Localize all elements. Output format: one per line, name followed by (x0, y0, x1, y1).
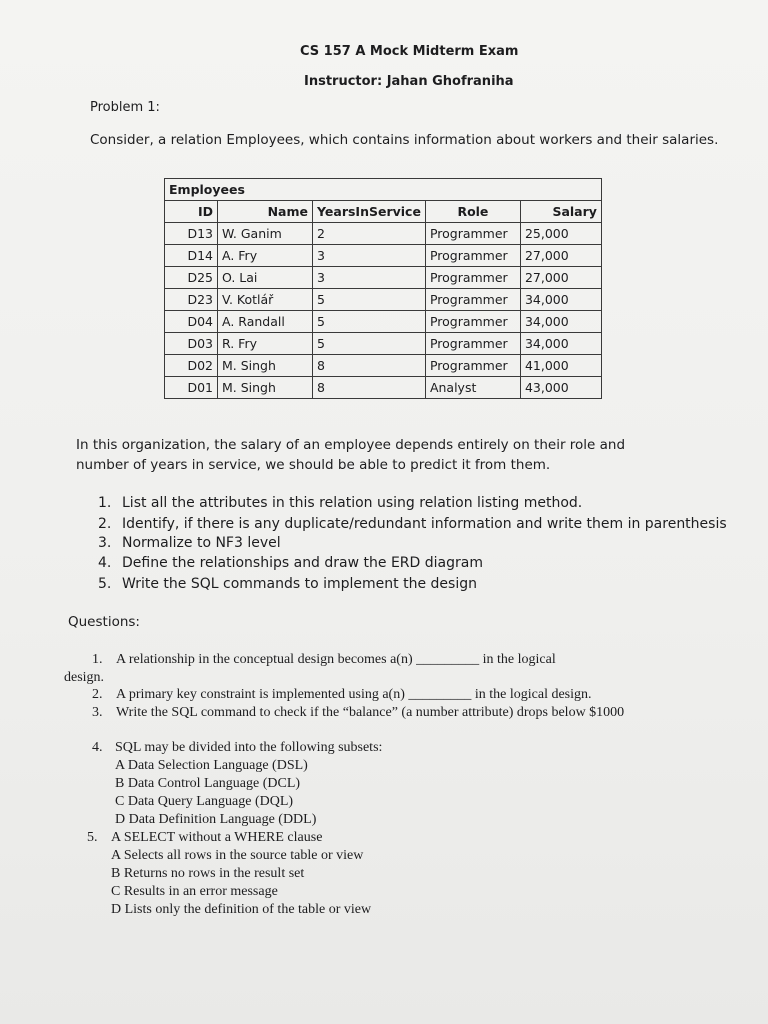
answer-option: D Data Definition Language (DDL) (115, 812, 317, 827)
questions-label: Questions: (68, 614, 140, 630)
cell-name: R. Fry (218, 333, 313, 355)
cell-id: D01 (165, 377, 218, 399)
cell-years: 2 (313, 223, 426, 245)
task-text: Define the relationships and draw the ERD diagram (122, 555, 483, 571)
task-number: 2. (98, 516, 112, 532)
table-row (165, 223, 602, 245)
task-text: Identify, if there is any duplicate/redundant information and write them in parenthesis (122, 516, 727, 532)
task-text: Normalize to NF3 level (122, 535, 281, 551)
table-row (165, 267, 602, 289)
explanation-line-2: number of years in service, we should be able to predict it from them. (76, 457, 551, 473)
question-3-text: Write the SQL command to check if the “balance” (a number attribute) drops below $1000 (116, 705, 625, 720)
cell-years: 5 (313, 333, 426, 355)
column-header-id: ID (165, 201, 218, 223)
cell-salary: 27,000 (520, 245, 601, 267)
task-number: 3. (98, 535, 112, 551)
table-caption: Employees (165, 179, 602, 201)
cell-id: D02 (165, 355, 218, 377)
cell-salary: 27,000 (520, 267, 601, 289)
table-header-row (165, 201, 602, 223)
cell-role: Programmer (425, 355, 520, 377)
column-header-name: Name (218, 201, 313, 223)
cell-years: 3 (313, 245, 426, 267)
cell-years: 8 (313, 377, 426, 399)
question-5-text: A SELECT without a WHERE clause (111, 830, 323, 845)
table-row (165, 311, 602, 333)
task-text: Write the SQL commands to implement the design (122, 576, 477, 592)
cell-role: Programmer (425, 245, 520, 267)
cell-name: A. Fry (218, 245, 313, 267)
cell-salary: 43,000 (520, 377, 601, 399)
question-2-number: 2. (92, 687, 103, 702)
question-4-number: 4. (92, 740, 103, 755)
column-header-role: Role (425, 201, 520, 223)
cell-id: D04 (165, 311, 218, 333)
answer-option: B Data Control Language (DCL) (115, 776, 301, 791)
question-3-number: 3. (92, 705, 103, 720)
table-row (165, 333, 602, 355)
answer-option: B Returns no rows in the result set (111, 866, 305, 881)
question-5-number: 5. (87, 830, 98, 845)
task-number: 4. (98, 555, 112, 571)
cell-salary: 25,000 (520, 223, 601, 245)
table-row (165, 289, 602, 311)
problem-intro: Consider, a relation Employees, which contains information about workers and their salaries. (90, 132, 719, 148)
cell-name: M. Singh (218, 355, 313, 377)
question-1-continued: design. (64, 670, 105, 685)
explanation-line-1: In this organization, the salary of an employee depends entirely on their role and (76, 437, 626, 453)
cell-name: A. Randall (218, 311, 313, 333)
task-text: List all the attributes in this relation using relation listing method. (122, 495, 583, 511)
problem-label: Problem 1: (90, 100, 160, 115)
cell-salary: 41,000 (520, 355, 601, 377)
cell-role: Programmer (425, 333, 520, 355)
employees-table (164, 178, 602, 399)
cell-years: 3 (313, 267, 426, 289)
table-row (165, 355, 602, 377)
answer-option: D Lists only the definition of the table or view (111, 902, 372, 917)
table-row (165, 245, 602, 267)
cell-role: Analyst (425, 377, 520, 399)
cell-id: D23 (165, 289, 218, 311)
question-1-text: A relationship in the conceptual design becomes a(n) _________ in the logical (116, 652, 556, 667)
table-body (165, 223, 602, 399)
cell-name: V. Kotlář (218, 289, 313, 311)
answer-option: A Data Selection Language (DSL) (115, 758, 308, 773)
instructor-line: Instructor: Jahan Ghofraniha (304, 74, 514, 89)
cell-name: M. Singh (218, 377, 313, 399)
answer-option: C Data Query Language (DQL) (115, 794, 294, 809)
cell-salary: 34,000 (520, 311, 601, 333)
question-4-text: SQL may be divided into the following subsets: (115, 740, 383, 755)
column-header-years: YearsInService (313, 201, 426, 223)
cell-salary: 34,000 (520, 289, 601, 311)
question-1-number: 1. (92, 652, 103, 667)
cell-id: D25 (165, 267, 218, 289)
cell-role: Programmer (425, 267, 520, 289)
cell-id: D13 (165, 223, 218, 245)
cell-years: 8 (313, 355, 426, 377)
task-number: 5. (98, 576, 112, 592)
cell-years: 5 (313, 289, 426, 311)
cell-id: D03 (165, 333, 218, 355)
answer-option: C Results in an error message (111, 884, 278, 899)
cell-name: O. Lai (218, 267, 313, 289)
table-caption-row (165, 179, 602, 201)
answer-option: A Selects all rows in the source table or view (111, 848, 364, 863)
cell-role: Programmer (425, 289, 520, 311)
column-header-salary: Salary (520, 201, 601, 223)
cell-salary: 34,000 (520, 333, 601, 355)
table-row (165, 377, 602, 399)
cell-id: D14 (165, 245, 218, 267)
exam-title: CS 157 A Mock Midterm Exam (300, 44, 519, 59)
cell-name: W. Ganim (218, 223, 313, 245)
question-2-text: A primary key constraint is implemented using a(n) _________ in the logical design. (116, 687, 592, 702)
task-number: 1. (98, 495, 112, 511)
cell-role: Programmer (425, 311, 520, 333)
cell-role: Programmer (425, 223, 520, 245)
cell-years: 5 (313, 311, 426, 333)
